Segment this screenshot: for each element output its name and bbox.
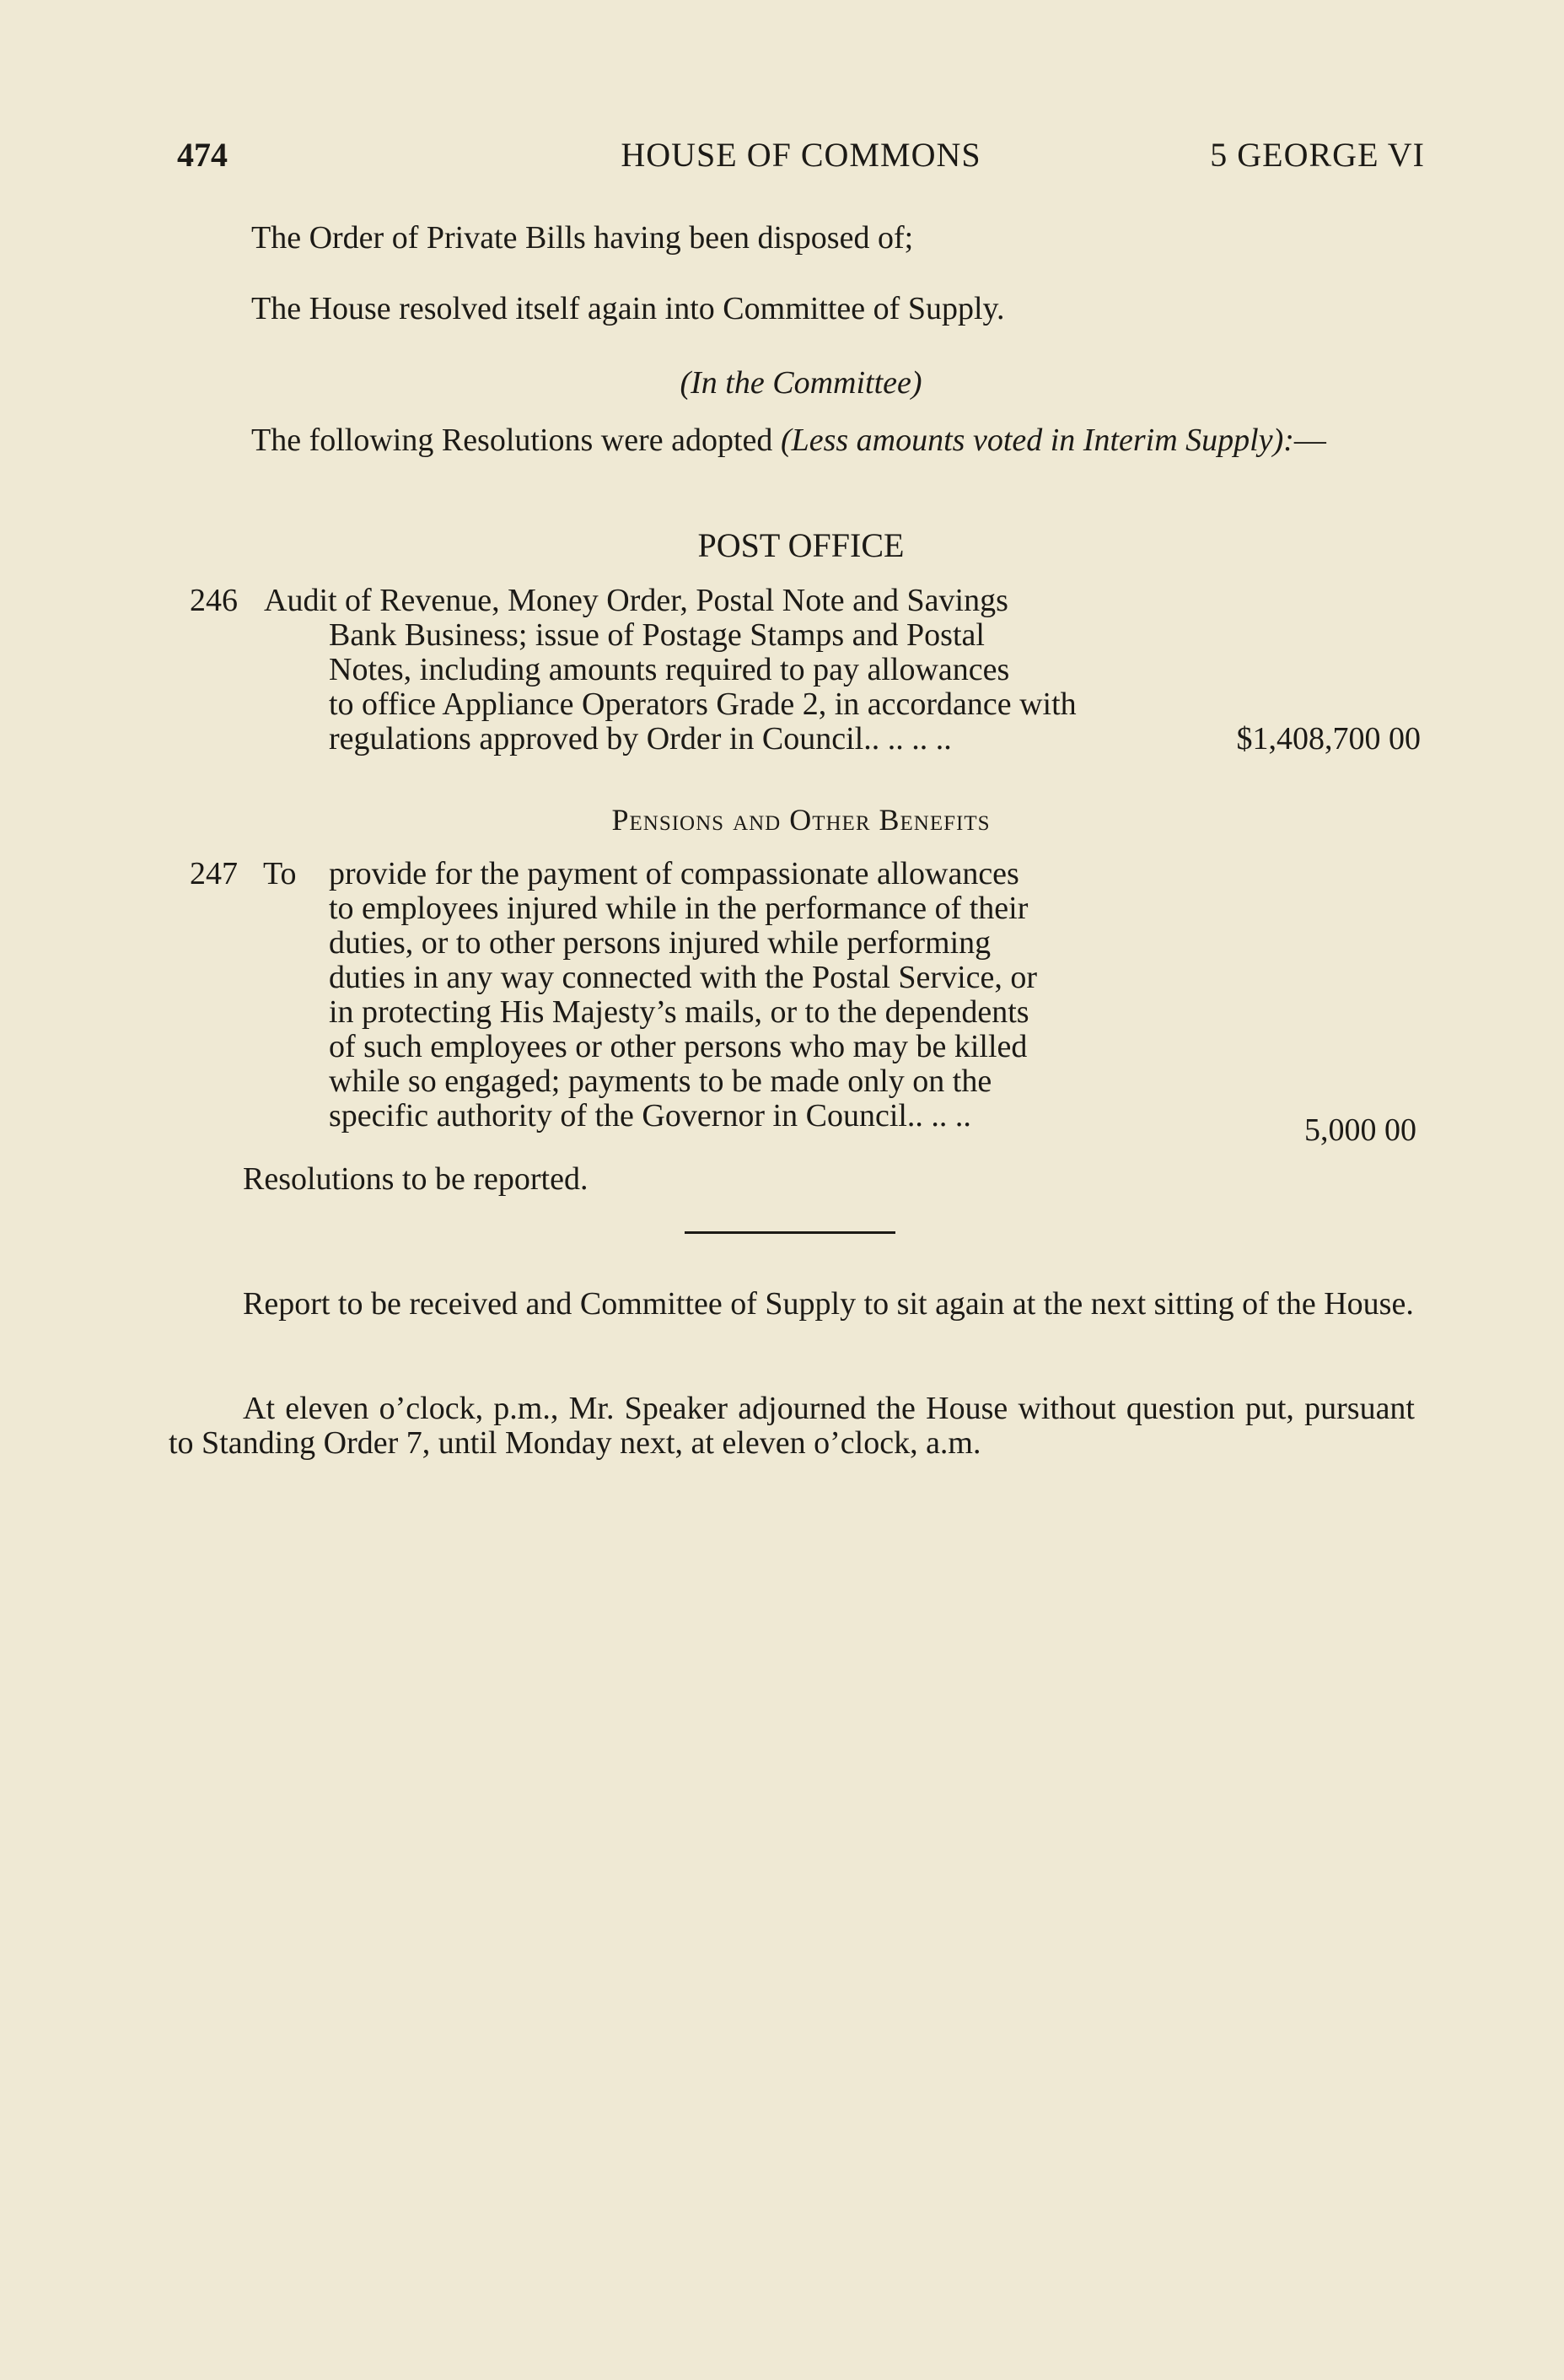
item-line: to employees injured while in the performance of their	[329, 891, 1029, 926]
item-text	[264, 584, 1402, 757]
resolutions-italic-note: (Less amounts voted in Interim Supply):	[780, 423, 1294, 458]
resolutions-dash: —	[1293, 423, 1326, 458]
item-line: Notes, including amounts required to pay allowances	[329, 652, 1010, 687]
item-number: 247	[190, 856, 238, 891]
item-first-word: To	[263, 856, 297, 891]
item-line: duties, or to other persons injured while performing	[329, 925, 992, 961]
item-line: while so engaged; payments to be made only on the	[329, 1063, 992, 1099]
page-header	[177, 135, 1425, 177]
item-line: Bank Business; issue of Postage Stamps and Postal	[329, 617, 985, 653]
paragraph-adjournment: At eleven o’clock, p.m., Mr. Speaker adjourned the House without question put, pursuant to Standing Order 7, until Monday next, at eleven o’clock, a.m.	[169, 1391, 1415, 1461]
reign-label: 5 GEORGE VI	[1210, 136, 1425, 174]
item-line: regulations approved by Order in Council.. .. .. ..	[329, 721, 952, 757]
paragraph-committee-of-supply: The House resolved itself again into Committee of Supply.	[251, 291, 1005, 326]
committee-heading: (In the Committee)	[680, 365, 922, 401]
item-line: provide for the payment of compassionate allowances	[329, 856, 1019, 891]
item-line: in protecting His Majesty’s mails, or to the dependents	[329, 994, 1029, 1030]
section-heading-post-office: POST OFFICE	[697, 526, 905, 564]
item-line: to office Appliance Operators Grade 2, in accordance with	[329, 687, 1077, 722]
item-text	[329, 857, 1400, 1133]
section-heading-pensions: Pensions and Other Benefits	[611, 803, 991, 837]
item-amount: $1,408,700 00	[1236, 721, 1421, 757]
paragraph-resolutions-reported: Resolutions to be reported.	[243, 1161, 589, 1197]
running-title: HOUSE OF COMMONS	[621, 136, 981, 174]
section-divider	[685, 1231, 895, 1234]
paragraph-private-bills: The Order of Private Bills having been disposed of;	[251, 220, 914, 256]
resolutions-text: The following Resolutions were adopted	[251, 423, 781, 458]
item-amount: 5,000 00	[1304, 1112, 1416, 1148]
item-number: 246	[190, 583, 238, 618]
page-number: 474	[177, 136, 228, 174]
paragraph-resolutions-adopted	[177, 423, 1425, 458]
item-line: of such employees or other persons who may be killed	[329, 1029, 1028, 1064]
item-line: Audit of Revenue, Money Order, Postal Note and Savings	[264, 583, 1008, 618]
paragraph-report-received: Report to be received and Committee of Supply to sit again at the next sitting of the House.	[243, 1286, 1414, 1322]
item-line: duties in any way connected with the Postal Service, or	[329, 960, 1038, 995]
item-line: specific authority of the Governor in Council.. .. ..	[329, 1098, 971, 1133]
resolution-item-247	[190, 856, 1421, 1148]
resolution-item-246	[190, 584, 1421, 765]
